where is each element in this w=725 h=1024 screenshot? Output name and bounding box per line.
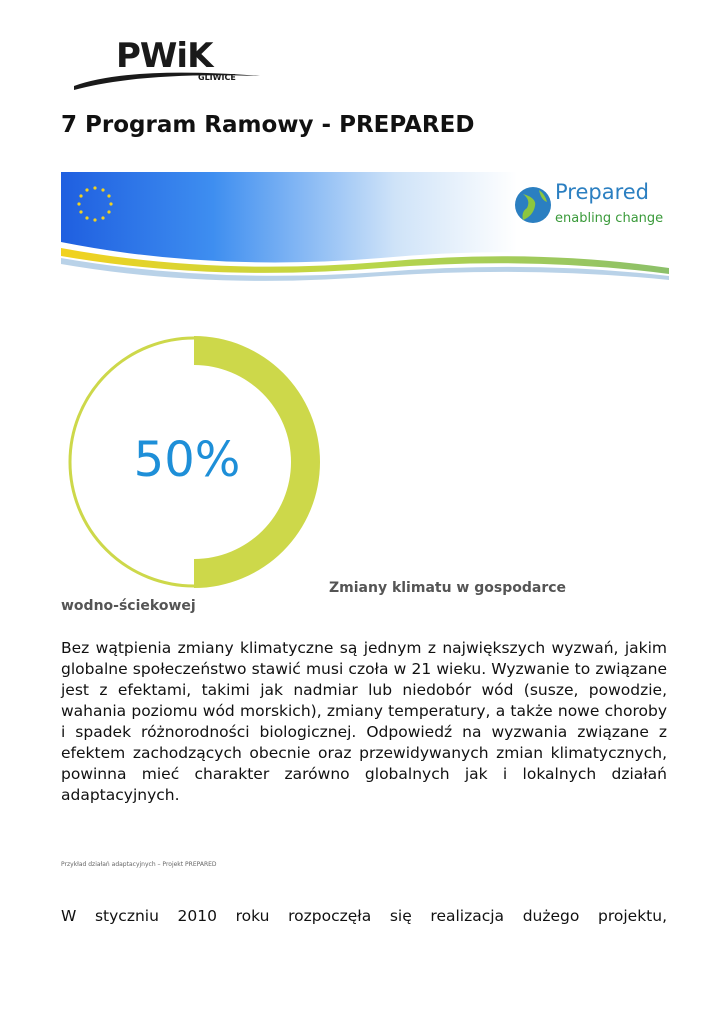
- banner-brand: Prepared: [555, 180, 650, 204]
- logo-subtitle: GLIWICE: [198, 73, 236, 82]
- pwik-logo: [70, 36, 265, 92]
- gauge-percent: 50%: [133, 432, 241, 488]
- body-paragraph: Bez wątpienia zmiany klimatyczne są jednym z największych wyzwań, jakim globalne społeczeństwo stawić musi czoła w 21 wieku. Wyzwanie to związane jest z efektami, takimi jak nadmiar lub niedobór wód (susze, powodzie, wahania poziomu wód morskich), zmiany temperatury, a także nowe choroby i spadek różnorodności biologicznej. Odpowiedź na wyzwania związane z efektem zachodzących obecnie oraz przewidywanych zmian klimatycznych, powinna mieć charakter zarówno globalnych jak i lokalnych działań adaptacyjnych.: [61, 639, 667, 804]
- logo-word: PWiK: [116, 36, 213, 76]
- image-note: Przykład działań adaptacyjnych – Projekt PREPARED: [61, 861, 217, 868]
- banner-tagline: enabling change: [555, 211, 664, 226]
- prepared-banner: [61, 172, 669, 298]
- body-paragraph-2: W styczniu 2010 roku rozpoczęła się realizacja dużego projektu,: [61, 907, 667, 925]
- page-title: 7 Program Ramowy - PREPARED: [61, 112, 475, 138]
- globe-icon: [515, 187, 551, 223]
- progress-gauge: [64, 336, 330, 592]
- caption-line-1: Zmiany klimatu w gospodarce: [329, 580, 567, 596]
- caption-line-2: wodno-ściekowej: [61, 598, 196, 614]
